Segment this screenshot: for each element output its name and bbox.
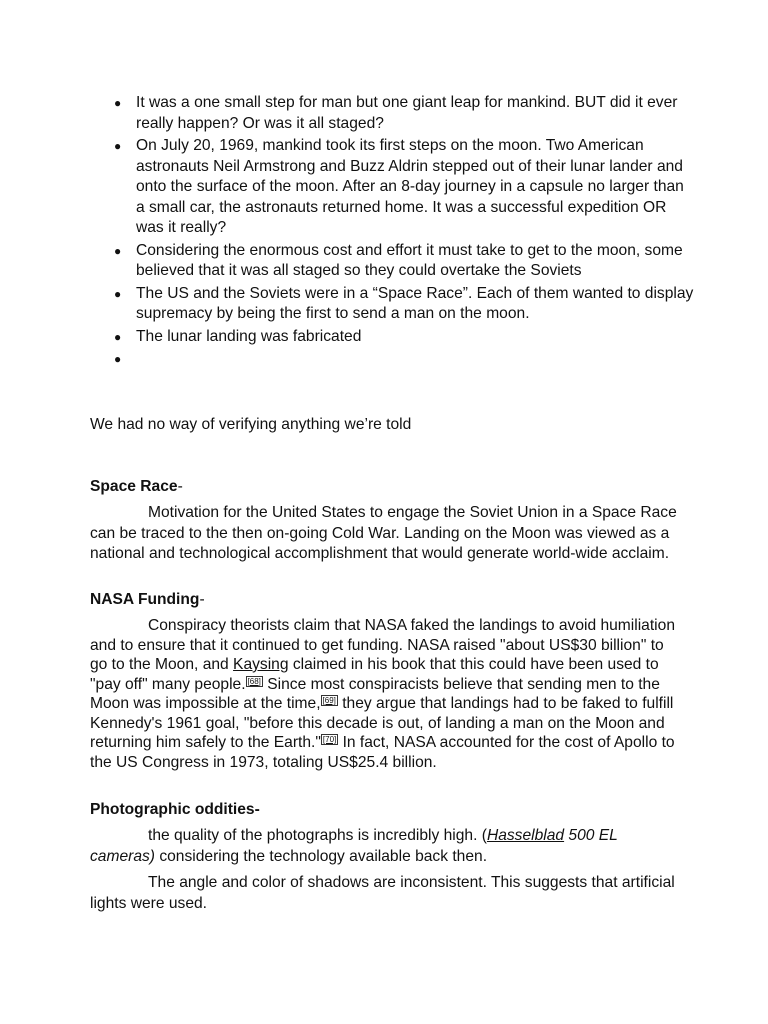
bullet-item xyxy=(114,241,696,282)
nasa-funding-heading-text: NASA Funding xyxy=(90,591,200,608)
nasa-funding-heading xyxy=(90,590,205,611)
citation-68-link[interactable]: [68] xyxy=(247,676,261,686)
photographic-paragraph-2 xyxy=(90,873,678,914)
heading-dash: - xyxy=(177,478,183,495)
heading-dash: - xyxy=(199,591,205,608)
nasa-funding-part2: claimed in his book that this could have been used to "pay off" many people. xyxy=(90,656,659,693)
space-race-heading xyxy=(90,477,183,498)
citation-69-link[interactable]: [69] xyxy=(322,696,336,705)
nasa-funding-part1: Conspiracy theorists claim that NASA faked the landings to avoid humiliation and to ensure that it continued to get funding. NASA raised "about US$30 billion" to go to the Moon, and xyxy=(90,617,675,673)
bullet-text: Considering the enormous cost and effort it must take to get to the moon, some believed that it was all staged so they could overtake the Soviets xyxy=(136,241,683,279)
bullet-icon: ● xyxy=(114,96,122,110)
bullet-item xyxy=(114,136,696,239)
space-race-paragraph xyxy=(90,503,678,565)
bullet-list xyxy=(114,93,696,372)
hasselblad-link[interactable]: Hasselblad xyxy=(486,827,565,844)
photo-p1-end: considering the technology available back then. xyxy=(155,847,488,865)
bullet-text: On July 20, 1969, mankind took its first steps on the moon. Two American astronauts Neil Armstrong and Buzz Aldrin stepped out of their lunar lander and onto the surface of the moon. After an 8-day journey in a capsule no larger than a small car, the astronauts returned home. It was a successful expedition OR was it really? xyxy=(136,137,684,236)
photo-p1-italic: 500 EL cameras) xyxy=(90,827,618,865)
nasa-funding-part4: they argue that landings had to be faked to fulfill Kennedy's 1961 goal, "before this decade is out, of landing a man on the Moon and returning him safely to the Earth." xyxy=(90,695,674,751)
bullet-item xyxy=(114,93,696,134)
bullet-item-empty xyxy=(114,349,696,370)
nasa-funding-paragraph xyxy=(90,616,678,772)
bullet-icon: ● xyxy=(114,286,122,301)
bullet-icon: ● xyxy=(114,243,122,258)
nasa-funding-part3: Since most conspiracists believe that sending men to the Moon was impossible at the time, xyxy=(90,675,660,712)
bullet-icon: ● xyxy=(114,352,122,366)
space-race-heading-text: Space Race xyxy=(90,478,178,495)
bullet-icon: ● xyxy=(114,329,122,344)
bullet-text: The US and the Soviets were in a “Space Race”. Each of them wanted to display supremacy by being the first to send a man on the moon. xyxy=(136,284,694,322)
photographic-oddities-heading: Photographic oddities- xyxy=(90,801,260,818)
photo-p2: The angle and color of shadows are inconsistent. This suggests that artificial lights were used. xyxy=(90,874,675,912)
statement-line: We had no way of verifying anything we’re told xyxy=(90,416,412,433)
kaysing-link[interactable]: Kaysing xyxy=(233,656,289,673)
bullet-text: The lunar landing was fabricated xyxy=(136,327,362,345)
bullet-item xyxy=(114,327,696,348)
photo-p1-start: the quality of the photographs is incredibly high. ( xyxy=(148,827,487,844)
photographic-paragraph-1 xyxy=(90,826,678,867)
bullet-icon: ● xyxy=(114,139,122,153)
nasa-funding-part5: In fact, NASA accounted for the cost of Apollo to the US Congress in 1973, totaling US$25.4 billion. xyxy=(90,734,675,771)
space-race-body: Motivation for the United States to engage the Soviet Union in a Space Race can be traced to the then on-going Cold War. Landing on the Moon was viewed as a national and technological accomplishment that would generate world-wide acclaim. xyxy=(90,504,677,562)
bullet-item xyxy=(114,284,696,325)
citation-70-link[interactable]: [70] xyxy=(322,735,337,744)
bullet-text: It was a one small step for man but one giant leap for mankind. BUT did it ever really happen? Or was it all staged? xyxy=(136,94,678,132)
